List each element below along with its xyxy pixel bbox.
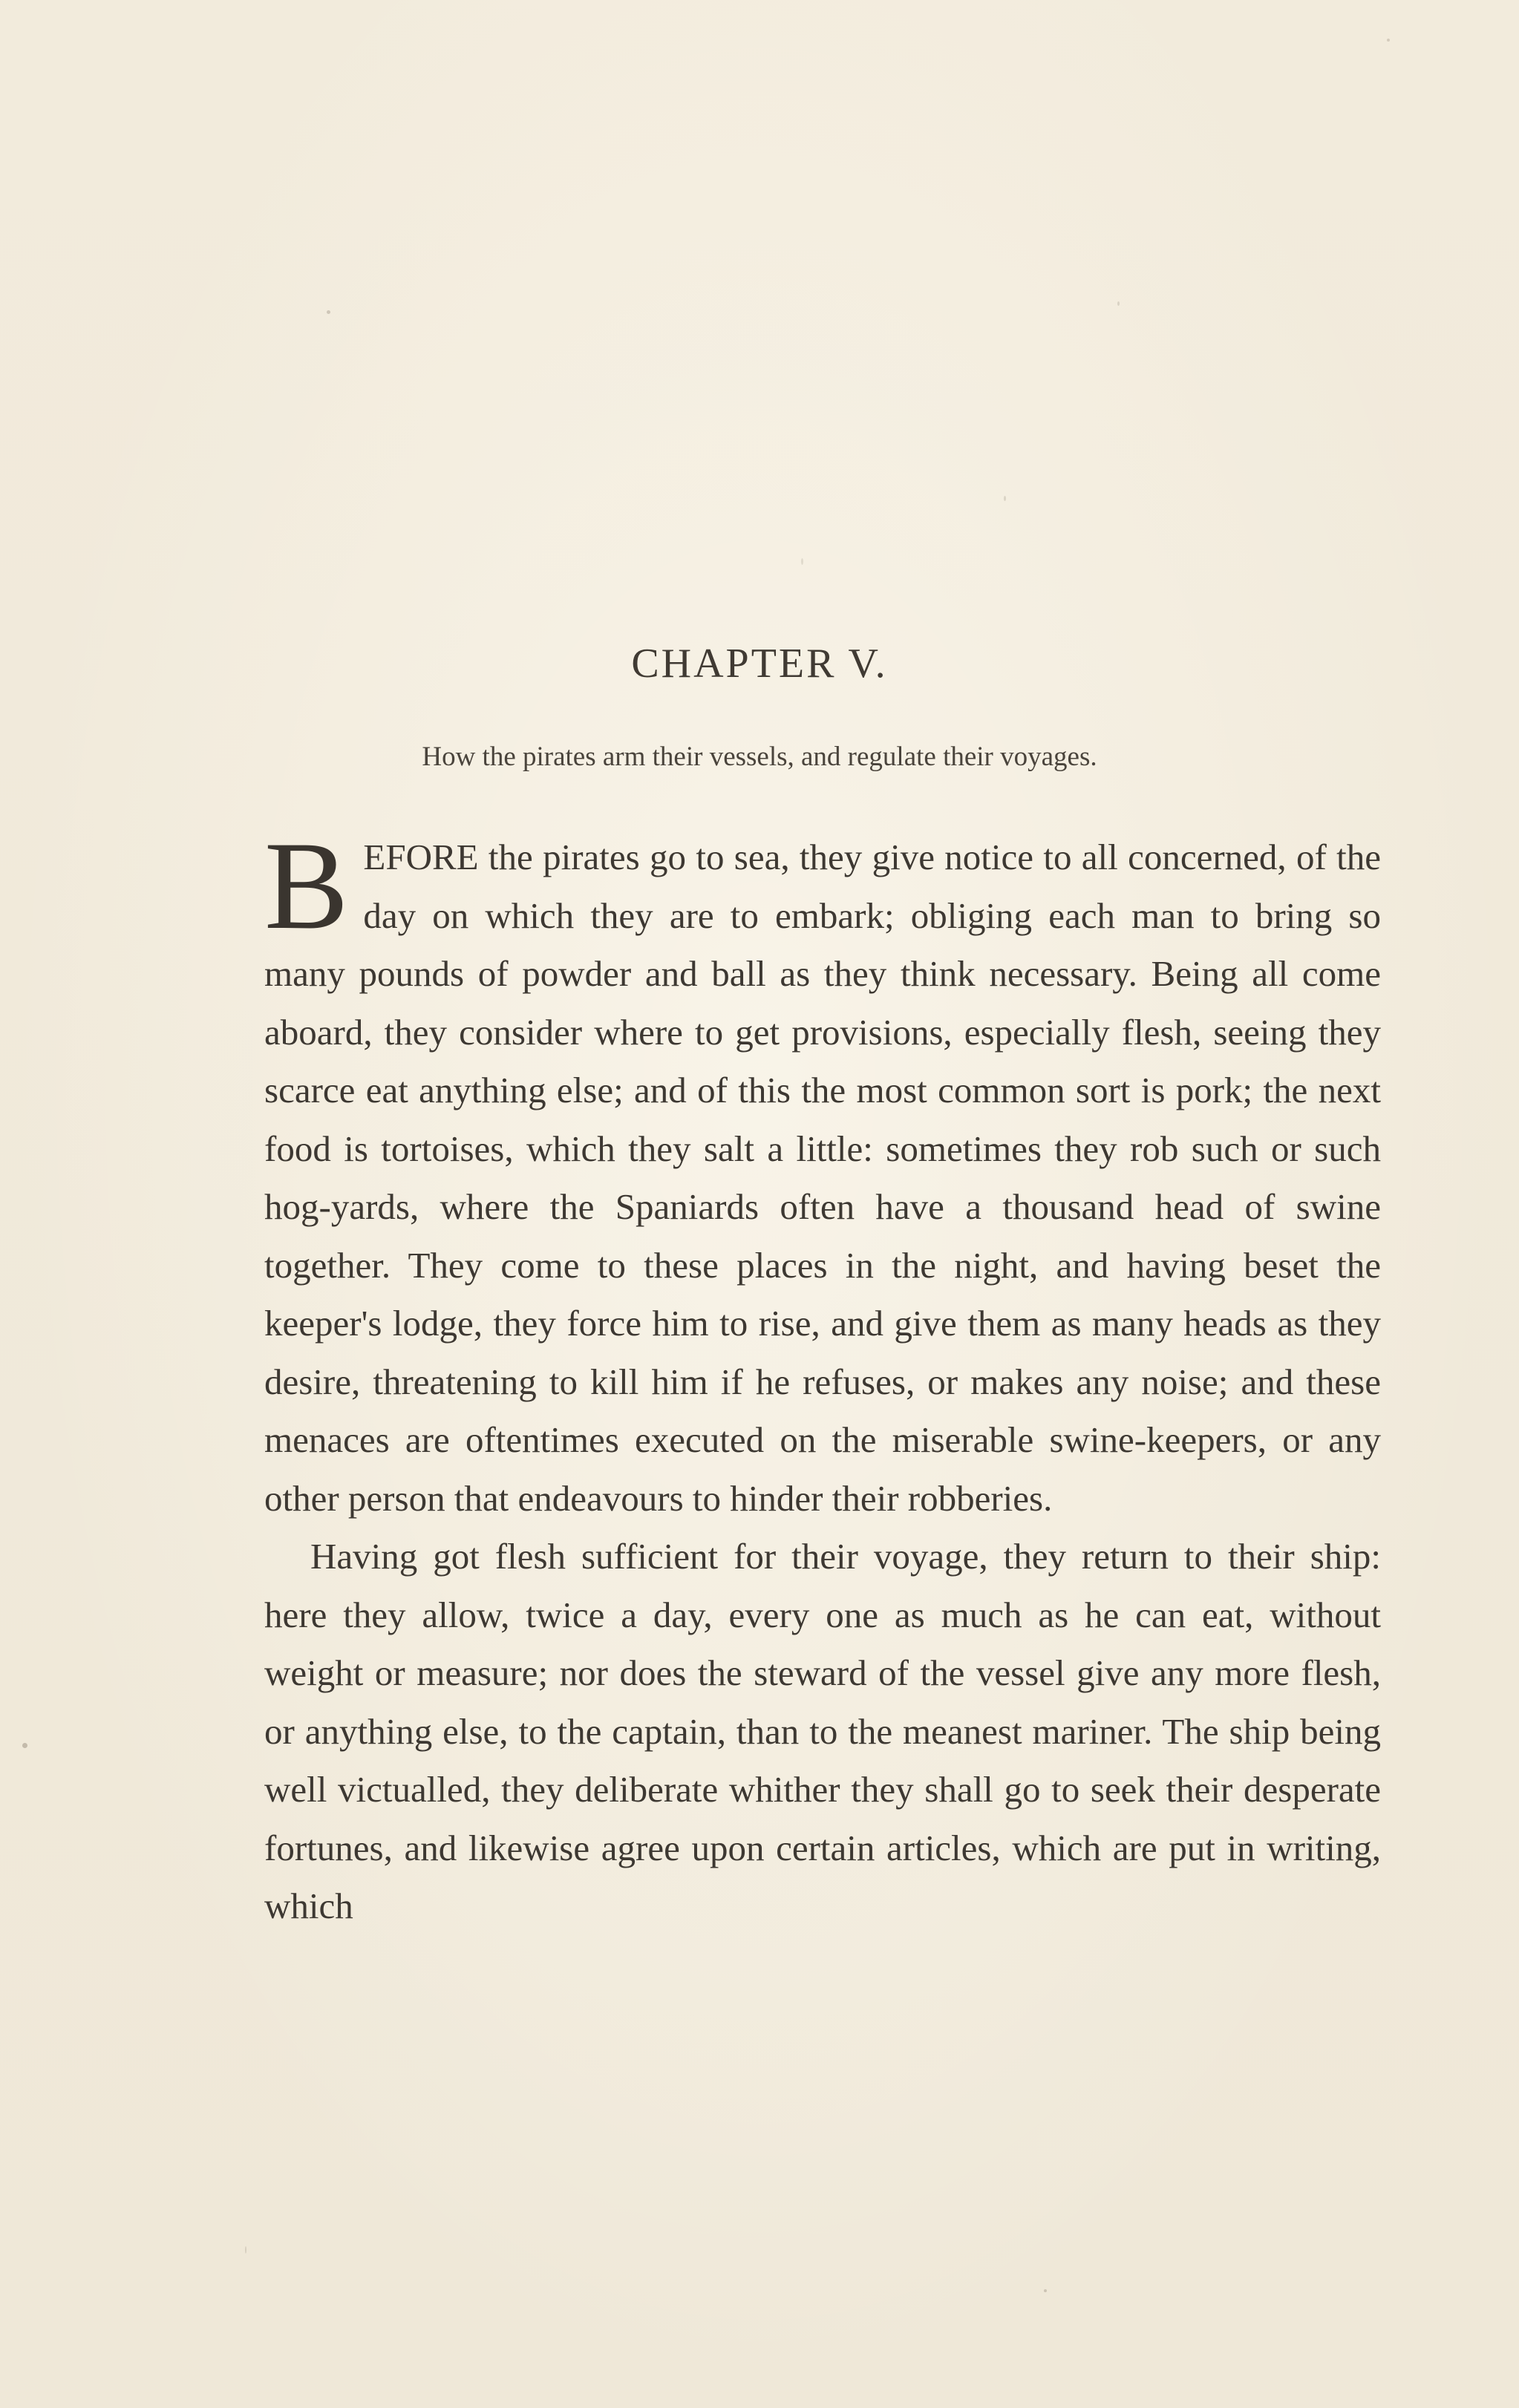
paper-speck (327, 310, 330, 314)
paragraph-2: Having got flesh sufficient for their voyage, they return to their ship: here they allow, twice a day, every one as much as he can eat, without weight or measure; nor does the steward of the vessel give any more flesh, or anything else, to the captain, than to the meanest mariner. The ship being well victualled, they deliberate whither they shall go to seek their desperate fortunes, and likewise agree upon certain articles, which are put in writing, which (264, 1536, 1381, 1926)
paper-speck (245, 2246, 246, 2254)
paper-speck (1004, 496, 1006, 501)
paragraph-1 (264, 816, 1381, 1528)
paragraph-1-text: EFORE the pirates go to sea, they give notice to all concerned, of the day on which they are to embark; obliging each man to bring so many pounds of powder and ball as they think necessary. Being all come aboard, they consider where to get provisions, especially flesh, seeing they scarce eat anything else; and of this the most common sort is pork; the next food is tortoises, which they salt a little: sometimes they rob such or such hog-yards, where the Spaniards often have a thousand head of swine together. They come to these places in the night, and having beset the keeper's lodge, they force him to rise, and give them as many heads as they desire, threatening to kill him if he refuses, or makes any noise; and these menaces are oftentimes executed on the miserable swine-keepers, or any other person that endeavours to hinder their robberies. (264, 837, 1381, 1519)
paper-speck (1387, 39, 1390, 42)
chapter-title: CHAPTER V. (631, 641, 888, 687)
paper-speck (1044, 2289, 1047, 2292)
paper-speck (801, 558, 803, 565)
drop-cap: B (264, 816, 349, 955)
paper-speck (1117, 301, 1120, 306)
chapter-subtitle: How the pirates arm their vessels, and regulate their voyages. (422, 742, 1097, 772)
chapter-body (264, 816, 1381, 1936)
paper-speck (22, 1743, 27, 1748)
